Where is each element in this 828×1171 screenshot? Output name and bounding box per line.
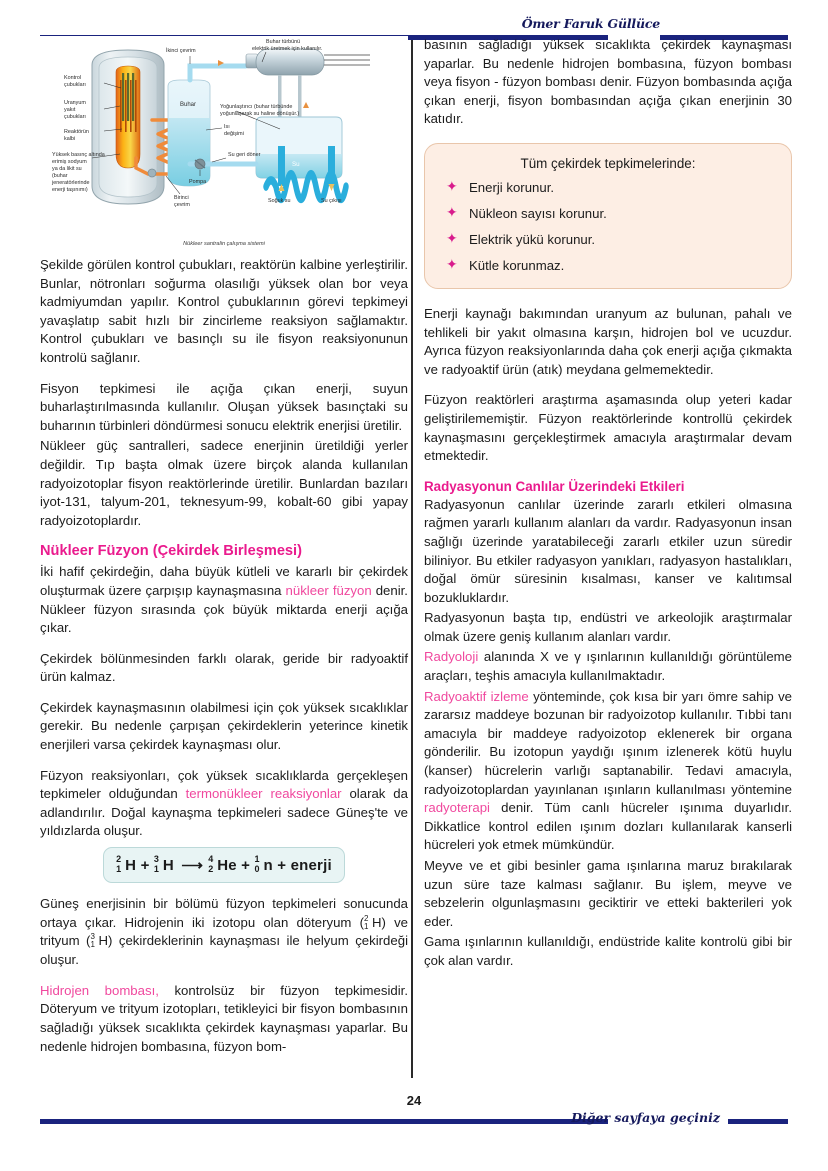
tracing-highlight: Radyoaktif izleme xyxy=(424,688,529,704)
left-column xyxy=(40,36,408,1068)
paragraph-hydrogen-bomb xyxy=(40,982,408,1056)
list-item xyxy=(439,257,777,274)
inline-isotope-tritium: 3 1 xyxy=(90,932,95,950)
svg-text:enerji taşınımı): enerji taşınımı) xyxy=(52,187,88,193)
tracing-text-a: yönteminde, çok kısa bir yarı ömre sahip ve zararsız maddeye bozunan bir radyoizotop kullanılır. Tıbbi tanı amacıyla bir maddeye radyoizotop eklenerek bir organa gönderilir. Bu izotopun yaydığı ışınım izlenerek kötü huylu (kanser) hücrelerin varlığı saptanabilir. Tedavi amacıyla, radyoizotoplardan yayınlanan ışınların kullanılması yöntemine xyxy=(424,688,793,797)
fusion-text-a: İki hafif çekirdeğin, daha büyük kütleli ve kararlı bir çekirdek oluşturmak üzere çarpışıp kaynaşmasına xyxy=(40,564,408,598)
paragraph-gamma-industry: Gama ışınlarının kullanıldığı, endüstride kalite kontrolü gibi bir çok alan vardır. xyxy=(424,934,792,968)
info-box-list xyxy=(439,179,777,274)
radiology-highlight: Radyoloji xyxy=(424,649,479,665)
svg-text:İkinci çevrim: İkinci çevrim xyxy=(166,48,196,54)
svg-text:Uranyum: Uranyum xyxy=(64,100,86,106)
svg-text:Su: Su xyxy=(292,161,300,168)
paragraph-no-radioactive-product: Çekirdek bölünmesinden farklı olarak, geride bir radyoaktif ürün kalmaz. xyxy=(40,650,408,685)
svg-text:Isı: Isı xyxy=(224,124,230,130)
eq-sym-h2: H xyxy=(162,857,174,875)
thermo-highlight: termonükleer reaksiyonlar xyxy=(185,786,342,802)
figure-caption: Nükleer santralin çalışma sistemi xyxy=(183,241,265,247)
list-item-label: Enerji korunur. xyxy=(469,179,555,195)
paragraph-uranium-vs-hydrogen: Enerji kaynağı bakımından uranyum az bulunan, pahalı ve tehlikeli bir yakıt olmasına karşın, hidrojen bol ve ucuzdur. Ayrıca füzyon reaksiyonlarında daha çok enerji açığa çıkmakta ve radyoaktif ürün (atık) meydana gelmemektedir. xyxy=(424,305,792,377)
inline-sym-h1: H xyxy=(371,914,382,930)
paragraph-high-temperature: Çekirdek kaynaşmasının olabilmesi için çok yüksek sıcaklıklar gerekir. Bu nedenle çarpışan çekirdeklerin yeterince kinetik enerjileri varsa çekirdek kaynaşması olur. xyxy=(40,699,408,753)
conservation-info-box xyxy=(424,143,792,289)
svg-text:Su geri döner: Su geri döner xyxy=(228,152,261,158)
isotope-deuterium: 2 1 xyxy=(116,854,122,875)
eq-energy: enerji xyxy=(290,857,332,875)
diamond-bullet-icon: ✦ xyxy=(446,203,458,220)
hydrogen-bomb-text: kontrolsüz bir füzyon tepkimesidir. Döteryum ve trityum izotopları, tetikleyici bir fisyon bombasının sağladığı yüksek sıcaklıkta çekirdek kaynaşması yaparlar. Bu nedenle hidrojen bombasına, füzyon bom- xyxy=(40,982,408,1054)
list-item-label: Elektrik yükü korunur. xyxy=(469,231,596,247)
header-signature: Ömer Faruk Güllüce xyxy=(521,16,660,31)
diamond-bullet-icon: ✦ xyxy=(446,255,458,272)
fusion-equation-box xyxy=(103,847,345,883)
paragraph-radiology xyxy=(424,648,792,685)
svg-text:yoğunlaşarak su haline dönüşür: yoğunlaşarak su haline dönüşür.) xyxy=(220,111,300,117)
radiology-text-a: alanında X ve xyxy=(478,649,575,665)
svg-text:çevrim: çevrim xyxy=(174,202,190,208)
heading-nuclear-fusion: Nükleer Füzyon (Çekirdek Birleşmesi) xyxy=(40,543,302,560)
list-item-label: Kütle korunmaz. xyxy=(469,257,565,273)
svg-text:erimiş sodyum: erimiş sodyum xyxy=(52,159,87,165)
svg-text:Birinci: Birinci xyxy=(174,195,189,201)
eq-sym-h1: H xyxy=(125,857,137,875)
list-item xyxy=(439,179,777,196)
svg-text:çubukları: çubukları xyxy=(64,82,86,88)
paragraph-sun-energy xyxy=(40,895,408,970)
hydrogen-bomb-highlight: Hidrojen bombası, xyxy=(40,982,159,998)
svg-text:ya da likit su: ya da likit su xyxy=(52,166,82,172)
paragraph-radioactive-tracing xyxy=(424,688,792,855)
paragraph-thermonuclear xyxy=(40,767,408,841)
heading-radiation-effects: Radyasyonun Canlılar Üzerindeki Etkileri xyxy=(424,478,685,494)
fusion-text-b: denir. Nükleer füzyon sırasında çok büyük miktarda enerji açığa çıkar. xyxy=(40,582,408,636)
svg-text:Su çıkışı: Su çıkışı xyxy=(321,198,342,204)
inline-sym-h2: H xyxy=(98,933,108,949)
svg-text:Yüksek basınç altında: Yüksek basınç altında xyxy=(52,152,105,158)
svg-text:(buhar: (buhar xyxy=(52,173,68,179)
diamond-bullet-icon: ✦ xyxy=(446,177,458,194)
footer-rule-right xyxy=(728,1119,788,1124)
paragraph-food-irradiation: Meyve ve et gibi besinler gama ışınlarına maruz bırakılarak uzun süre taze kalması sağlanır. Bu işlem, meyve ve sebzelerin olgunlaşmasını geciktirir ve etteki bakterileri yok eder. xyxy=(424,858,792,929)
eq-sym-n: n xyxy=(263,857,273,875)
eq-plus-2: + xyxy=(241,857,251,875)
svg-text:değişimi: değişimi xyxy=(224,131,244,137)
svg-text:çubukları: çubukları xyxy=(64,114,86,120)
eq-plus-3: + xyxy=(277,857,287,875)
info-box-title: Tüm çekirdek tepkimelerinde: xyxy=(520,155,696,171)
fusion-highlight: nükleer füzyon xyxy=(285,582,372,598)
svg-text:elektrik üretmek için kullanıl: elektrik üretmek için kullanılır. xyxy=(252,46,323,52)
eq-arrow: ⟶ xyxy=(181,857,201,875)
page-number: 24 xyxy=(406,1093,422,1108)
paragraph-radiation-uses: Radyasyonun başta tıp, endüstri ve arkeolojik araştırmalar olmak üzere geniş kullanım alanları vardır. xyxy=(424,610,792,644)
footer-rule-left xyxy=(40,1119,608,1124)
svg-text:Buhar: Buhar xyxy=(180,102,197,108)
svg-text:kalbi: kalbi xyxy=(64,136,76,142)
right-column xyxy=(424,36,792,973)
list-item-label: Nükleon sayısı korunur. xyxy=(469,205,607,221)
isotope-tritium: 3 1 xyxy=(153,854,160,875)
svg-text:Buhar türbünü: Buhar türbünü xyxy=(266,39,301,45)
footer-note: Diğer sayfaya geçiniz xyxy=(571,1110,720,1125)
column-divider xyxy=(411,40,413,1078)
eq-plus-1: + xyxy=(140,857,150,875)
svg-text:Yoğunlaştırıcı (buhar türbünde: Yoğunlaştırıcı (buhar türbünde xyxy=(220,104,293,110)
svg-text:yakıt: yakıt xyxy=(64,107,76,113)
isotope-neutron: 1 0 xyxy=(254,854,260,875)
svg-text:Kontrol: Kontrol xyxy=(64,75,82,81)
list-item xyxy=(439,231,777,248)
page-footer xyxy=(40,1093,788,1133)
thermo-text-a: Füzyon reaksiyonları, çok yüksek sıcaklıklarda gerçekleşen tepkimeler olduğundan xyxy=(40,767,408,802)
gamma-symbol: γ xyxy=(574,649,581,665)
tracing-text-b: denir. Tüm canlı hücreler ışınıma duyarlıdır. Dikkatlice kontrol edilen ışınım dozları kullanılarak kanserli hücreleri yok etmek mümkündür. xyxy=(424,800,792,853)
paragraph-radiation-harm: Radyasyonun canlılar üzerinde zararlı etkileri olmasına rağmen yararlı kullanım alanları da vardır. Radyasyonun insan sağlığı üzerinde yaratabileceği zararlı etkiler uzun süredir biliniyor. Bu etkiler radyasyon yanıkları, radyasyon hastalıkları, doğal ömür süresinin kısalması, kanser ve kalıtımsal bozukluklardır. xyxy=(424,496,792,605)
svg-text:Soğuk su: Soğuk su xyxy=(268,198,291,204)
paragraph-control-rods: Şekilde görülen kontrol çubukları, reaktörün kalbine yerleştirilir. Bunlar, nötronları soğurma olasılığı yüksek olan bor veya kadmiyumdan yapılır. Kontrol çubuklarının görevi tepkimeyi yavaşlatıp sabit hızlı bir zincirleme reaksiyon sağlamaktır. Kontrol çubukları ve basınçlı su ile fisyon reaksiyonunun kontrolü sağlanır. xyxy=(40,257,408,365)
isotope-helium: 4 2 xyxy=(208,854,214,875)
diamond-bullet-icon: ✦ xyxy=(446,229,458,246)
paragraph-fusion-bomb: basının sağladığı yüksek sıcaklıkta çekirdek kaynaşması yaparlar. Bu nedenle hidrojen bombasına, füzyon bombası veya fisyon - füzyon bombası denir. Füzyon bombasında açığa çıkan enerji, fisyon bombasından açığa çıkan enerjinin 30 katıdır. xyxy=(424,37,792,127)
sun-text-b: ) ve trityum ( xyxy=(40,914,409,949)
paragraph-fission-energy: Fisyon tepkimesi ile açığa çıkan enerji, suyun buharlaştırılmasında kullanılır. Oluşan yüksek basınçtaki su buharının türbinleri döndürmesi sonucu elektrik enerjisi üretilir. xyxy=(40,380,408,433)
eq-sym-he: He xyxy=(217,857,237,875)
thermo-text-b: olarak da adlandırılır. Doğal kaynaşma tepkimeleri sadece Güneş'te ve yıldızlarda oluşur. xyxy=(40,786,408,839)
paragraph-fusion-definition xyxy=(40,563,408,637)
nuclear-plant-diagram xyxy=(40,36,408,248)
paragraph-fusion-reactors: Füzyon reaktörleri araştırma aşamasında olup yeteri kadar geliştirilememiştir. Füzyon reaktörlerinde kontrollü çekirdek kaynaşmasını gerçekleştirmek amacıyla araştırmalar devam etmektedir. xyxy=(424,392,792,464)
svg-text:Reaktörün: Reaktörün xyxy=(64,129,89,135)
inline-isotope-deuterium: 2 1 xyxy=(363,913,369,931)
radiotherapy-highlight: radyoterapi xyxy=(424,800,490,816)
list-item xyxy=(439,205,777,222)
svg-text:Pompa: Pompa xyxy=(189,179,207,185)
sun-text-a: Güneş enerjisinin bir bölümü füzyon tepkimeleri sonucunda ortaya çıkar. Hidrojenin iki izotopu olan döteryum ( xyxy=(40,896,408,930)
radiology-text-b: ışınlarının kullanıldığı görüntüleme araçları, teşhis amacıyla kullanılmaktadır. xyxy=(424,649,792,684)
svg-text:jeneratörlerinde: jeneratörlerinde xyxy=(52,180,90,186)
sun-text-c: ) çekirdeklerinin kaynaşması ile helyum çekirdeği oluşur. xyxy=(40,933,408,968)
paragraph-radioisotopes: Nükleer güç santralleri, sadece enerjinin üretildiği yerler değildir. Tıp başta olmak üzere birçok alanda kullanılan radyoizotoplar fisyon reaktörlerinde üretilir. Bunlardan bazıları iyot-131, talyum-201, teknesyum-99, kobalt-60 gibi yapay radyoizotoplardır. xyxy=(40,438,408,528)
